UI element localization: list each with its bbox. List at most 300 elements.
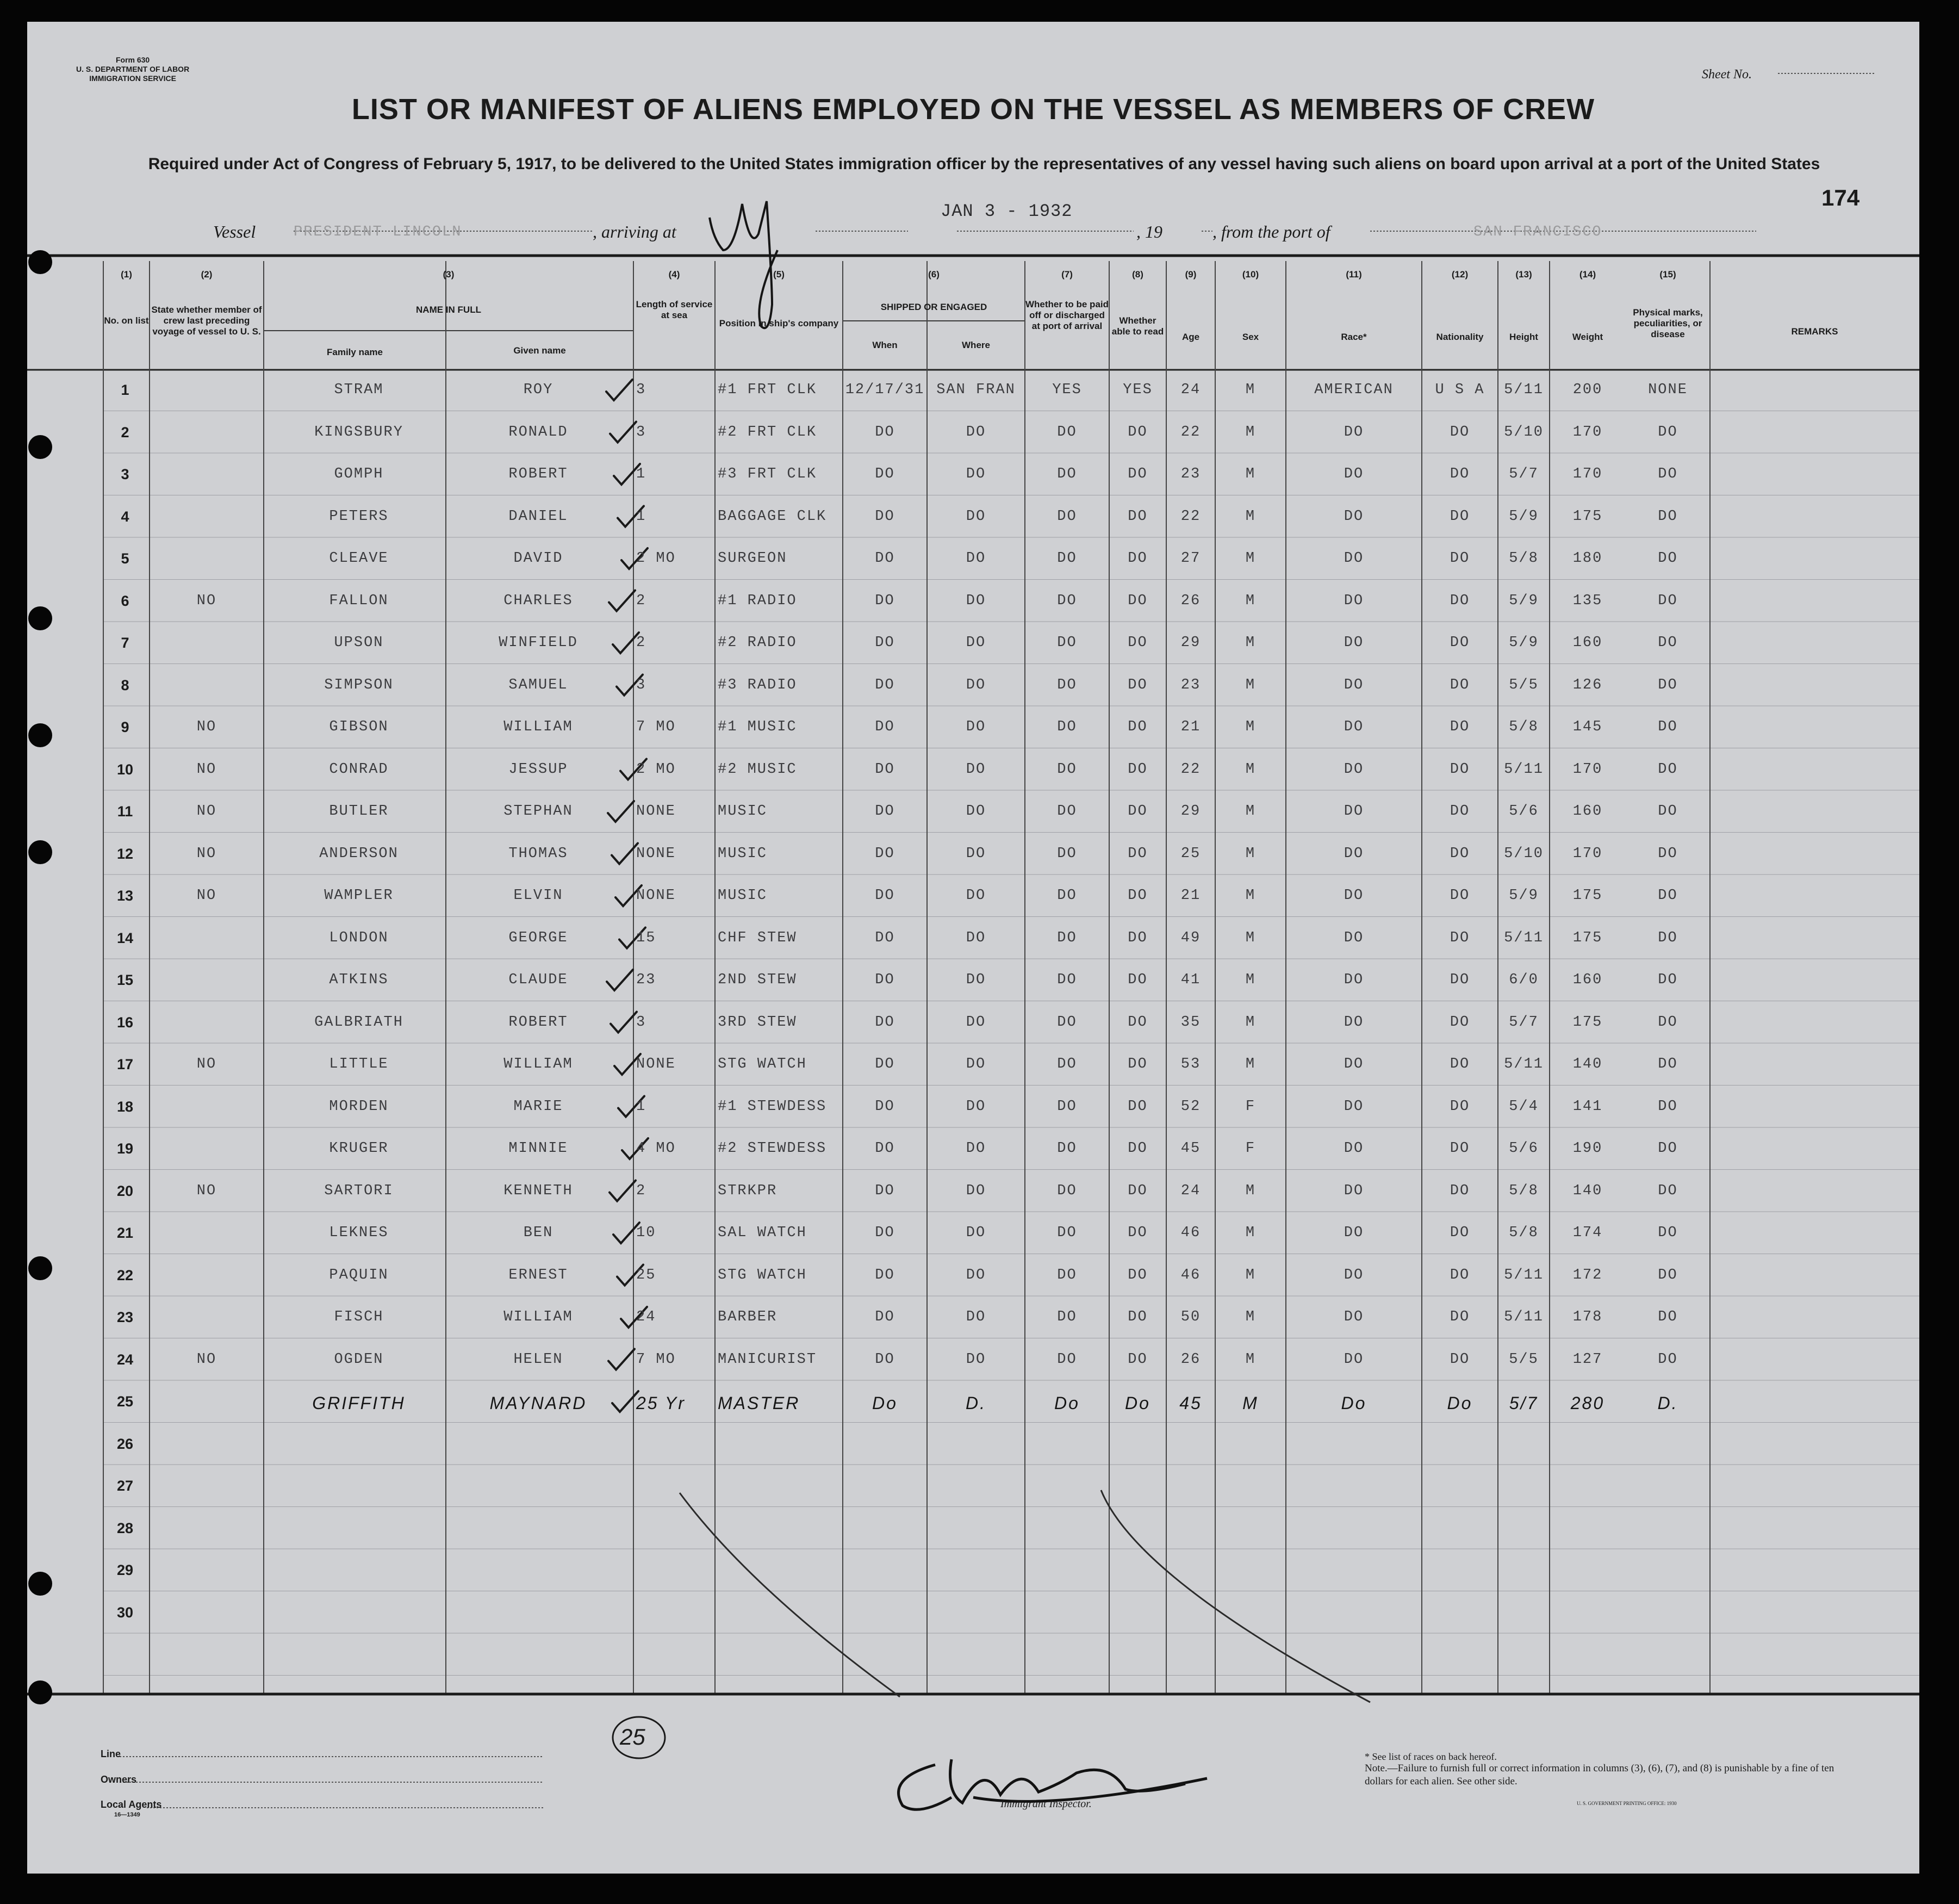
cell-where: DO [966,803,986,820]
cell-family-name: FISCH [334,1309,384,1325]
cell-given-name: WILLIAM [503,1309,573,1325]
row-number: 3 [121,466,129,482]
cell-able-to-read: DO [1128,1056,1148,1072]
row-number: 4 [121,508,129,525]
cell-length-of-service: 2 [636,592,646,609]
cell-able-to-read: DO [1128,424,1148,441]
cell-length-of-service: 7 MO [636,1351,676,1368]
cell-where: DO [966,1056,986,1072]
cell-height: 5/8 [1509,1182,1539,1199]
form-number: Form 630 [115,55,150,64]
cell-position: #2 STEWDESS [718,1140,827,1157]
cell-sex: M [1245,1309,1256,1325]
cell-paid-off: DO [1057,508,1077,525]
row-number: 9 [121,719,129,735]
column-number: (2) [201,269,213,280]
cell-position: MANICURIST [718,1351,817,1368]
cell-able-to-read: DO [1128,1225,1148,1241]
cell-weight: 141 [1572,1098,1603,1115]
cell-nationality: DO [1450,677,1470,693]
punch-hole [28,1572,52,1596]
header-shipped-or-engaged: SHIPPED OR ENGAGED [880,302,987,312]
row-number: 5 [121,550,129,567]
cell-family-name: GALBRIATH [314,1014,403,1031]
inspector-label: Immigrant Inspector. [1000,1798,1092,1810]
row-number: 6 [121,592,129,609]
cell-age: 45 [1180,1140,1201,1157]
punch-hole [28,1256,52,1280]
cell-height: 6/0 [1509,972,1539,988]
cell-paid-off: DO [1057,550,1077,567]
column-number: (10) [1242,269,1259,280]
cell-family-name: GOMPH [334,466,384,482]
cell-nationality: DO [1450,1225,1470,1241]
races-note: * See list of races on back hereof. [1365,1751,1497,1762]
sheet-number-label: Sheet No. [1702,67,1752,82]
cell-race: DO [1344,1267,1364,1283]
cell-position: #2 RADIO [718,635,797,651]
cell-physical-marks: DO [1658,803,1678,820]
cell-position: BAGGAGE CLK [718,508,827,525]
row-number: 15 [116,972,134,988]
cell-paid-off: DO [1057,424,1077,441]
cell-weight: 280 [1570,1393,1605,1413]
cell-weight: 170 [1572,761,1603,778]
cell-nationality: DO [1450,845,1470,862]
cell-physical-marks: DO [1658,845,1678,862]
row-number: 22 [116,1267,134,1283]
cell-position: STG WATCH [718,1267,807,1283]
cell-where: DO [966,761,986,778]
cell-position: 2ND STEW [718,972,797,988]
cell-paid-off: DO [1057,1267,1077,1283]
cell-weight: 190 [1572,1140,1603,1157]
header-family-name: Family name [327,347,383,357]
cell-height: 5/11 [1504,761,1544,778]
cell-length-of-service: 2 [636,1182,646,1199]
cell-paid-off: DO [1057,1309,1077,1325]
cell-when: DO [875,466,895,482]
cell-age: 46 [1180,1225,1201,1241]
cell-race: DO [1344,677,1364,693]
vessel-label: Vessel [213,222,256,241]
vessel-name: PRESIDENT LINCOLN [294,224,462,240]
local-agents-label: Local Agents [101,1799,162,1810]
cell-length-of-service: 2 MO [636,761,676,778]
cell-race: DO [1344,1225,1364,1241]
circled-count: 25 [620,1724,645,1750]
cell-race: DO [1344,592,1364,609]
cell-height: 5/9 [1509,508,1539,525]
cell-given-name: WILLIAM [503,719,573,735]
cell-weight: 170 [1572,845,1603,862]
header-name-in-full: NAME IN FULL [416,305,481,315]
cell-given-name: MARIE [513,1098,563,1115]
cell-where: DO [966,677,986,693]
cell-given-name: ROBERT [508,466,568,482]
cell-sex: M [1245,972,1256,988]
cell-nationality: DO [1450,1351,1470,1368]
cell-previous-voyage: NO [196,1056,217,1072]
cell-length-of-service: 10 [636,1225,656,1241]
header-when: When [872,340,898,350]
cell-family-name: ATKINS [329,972,389,988]
cell-weight: 172 [1572,1267,1603,1283]
cell-paid-off: DO [1057,1140,1077,1157]
cell-physical-marks: DO [1658,508,1678,525]
cell-height: 5/8 [1509,1225,1539,1241]
cell-paid-off: DO [1057,635,1077,651]
cell-given-name: WILLIAM [503,1056,573,1072]
cell-when: DO [875,550,895,567]
cell-given-name: JESSUP [508,761,568,778]
row-number: 7 [121,635,129,651]
cell-position: 3RD STEW [718,1014,797,1031]
header-age: Age [1181,332,1200,342]
cell-length-of-service: NONE [636,1056,676,1072]
header-position: Position in ship's company [719,318,839,328]
cell-race: DO [1344,972,1364,988]
cell-nationality: Do [1447,1393,1473,1413]
cell-sex: M [1245,803,1256,820]
cell-sex: M [1245,929,1256,946]
cell-given-name: STEPHAN [503,803,573,820]
cell-given-name: MINNIE [508,1140,568,1157]
cell-height: 5/11 [1504,929,1544,946]
cell-paid-off: DO [1057,1225,1077,1241]
from-port: SAN FRANCISCO [1473,224,1602,240]
owners-label: Owners [101,1774,137,1785]
header-race: Race* [1341,332,1367,342]
cell-race: Do [1341,1393,1367,1413]
cell-age: 50 [1180,1309,1201,1325]
cell-age: 35 [1180,1014,1201,1031]
cell-position: MUSIC [718,888,768,904]
cell-when: DO [875,1140,895,1157]
column-number: (3) [443,269,455,280]
punch-hole [28,250,52,274]
cell-physical-marks: DO [1658,592,1678,609]
cell-sex: M [1245,508,1256,525]
header-given-name: Given name [513,345,566,356]
cell-age: 26 [1180,592,1201,609]
row-number: 20 [116,1182,134,1199]
cell-physical-marks: DO [1658,635,1678,651]
cell-length-of-service: 3 [636,677,646,693]
agents-code: 16—1349 [114,1812,140,1818]
cell-height: 5/6 [1509,1140,1539,1157]
cell-nationality: DO [1450,761,1470,778]
cell-given-name: BEN [523,1225,554,1241]
cell-nationality: DO [1450,888,1470,904]
cell-weight: 160 [1572,972,1603,988]
cell-weight: 145 [1572,719,1603,735]
cell-age: 24 [1180,382,1201,398]
page-title: LIST OR MANIFEST OF ALIENS EMPLOYED ON THE VESSEL AS MEMBERS OF CREW [351,93,1595,126]
cell-weight: 126 [1572,677,1603,693]
service: IMMIGRATION SERVICE [89,74,176,83]
cell-family-name: PAQUIN [329,1267,389,1283]
cell-sex: M [1245,1182,1256,1199]
column-number: (11) [1346,269,1362,280]
cell-physical-marks: DO [1658,550,1678,567]
cell-weight: 175 [1572,508,1603,525]
cell-able-to-read: DO [1128,1098,1148,1115]
cell-nationality: DO [1450,1056,1470,1072]
cell-sex: M [1245,1225,1256,1241]
cell-position: #1 RADIO [718,592,797,609]
cell-length-of-service: 25 Yr [636,1393,686,1413]
column-number: (5) [773,269,785,280]
row-number: 23 [116,1309,134,1325]
cell-sex: M [1245,1351,1256,1368]
cell-given-name: ROY [523,382,554,398]
arrival-port [680,199,695,211]
cell-height: 5/7 [1509,466,1539,482]
cell-race: DO [1344,466,1364,482]
cell-position: #1 STEWDESS [718,1098,827,1115]
column-number: (9) [1185,269,1197,280]
row-number: 10 [116,761,134,778]
cell-paid-off: DO [1057,1098,1077,1115]
cell-family-name: OGDEN [334,1351,384,1368]
cell-age: 23 [1180,677,1201,693]
cell-able-to-read: DO [1128,803,1148,820]
header-length-of-service: Length of service at sea [636,299,713,320]
cell-able-to-read: DO [1128,845,1148,862]
cell-length-of-service: 23 [636,972,656,988]
punch-hole [28,435,52,459]
cell-age: 21 [1180,888,1201,904]
cell-position: #1 FRT CLK [718,382,817,398]
cell-sex: M [1245,635,1256,651]
cell-paid-off: DO [1057,803,1077,820]
column-number: (8) [1132,269,1143,280]
cell-height: 5/5 [1509,1351,1539,1368]
cell-length-of-service: 3 [636,382,646,398]
cell-where: DO [966,635,986,651]
form-identifier [76,55,189,83]
column-number: (13) [1515,269,1532,280]
row-number: 21 [116,1225,134,1241]
cell-family-name: GIBSON [329,719,389,735]
cell-paid-off: DO [1057,929,1077,946]
cell-previous-voyage: NO [196,1351,217,1368]
column-number: (4) [668,269,680,280]
cell-sex: M [1245,382,1256,398]
cell-family-name: KINGSBURY [314,424,403,441]
cell-sex: M [1245,1014,1256,1031]
cell-age: 25 [1180,845,1201,862]
cell-physical-marks: DO [1658,1098,1678,1115]
cell-physical-marks: DO [1658,677,1678,693]
cell-given-name: DAVID [513,550,563,567]
cell-height: 5/11 [1504,1267,1544,1283]
cell-able-to-read: DO [1128,550,1148,567]
cell-where: DO [966,424,986,441]
cell-able-to-read: DO [1128,929,1148,946]
cell-weight: 180 [1572,550,1603,567]
cell-when: DO [875,424,895,441]
cell-family-name: STRAM [334,382,384,398]
cell-weight: 175 [1572,1014,1603,1031]
cell-given-name: RONALD [508,424,568,441]
cell-where: DO [966,1014,986,1031]
cell-age: 22 [1180,424,1201,441]
cell-paid-off: DO [1057,592,1077,609]
cell-able-to-read: DO [1128,508,1148,525]
cell-physical-marks: D. [1657,1393,1678,1413]
cell-previous-voyage: NO [196,761,217,778]
cell-nationality: DO [1450,635,1470,651]
cell-able-to-read: DO [1128,592,1148,609]
header-sex: Sex [1242,332,1259,342]
cell-given-name: THOMAS [508,845,568,862]
punch-hole [28,606,52,630]
printing-office: U. S. GOVERNMENT PRINTING OFFICE: 1930 [1577,1801,1677,1806]
cell-length-of-service: 2 [636,635,646,651]
cell-paid-off: DO [1057,1182,1077,1199]
cell-paid-off: YES [1052,382,1082,398]
cell-family-name: FALLON [329,592,389,609]
cell-weight: 175 [1572,888,1603,904]
cell-given-name: DANIEL [508,508,568,525]
cell-race: AMERICAN [1314,382,1394,398]
cell-position: #1 MUSIC [718,719,797,735]
row-number: 19 [116,1140,134,1157]
cell-nationality: DO [1450,1182,1470,1199]
cell-nationality: DO [1450,972,1470,988]
column-number: (15) [1659,269,1676,280]
cell-given-name: ERNEST [508,1267,568,1283]
cell-able-to-read: DO [1128,1182,1148,1199]
cell-family-name: ANDERSON [319,845,399,862]
header-height: Height [1509,332,1538,342]
cell-able-to-read: DO [1128,888,1148,904]
row-number: 26 [116,1435,134,1452]
cell-when: DO [875,677,895,693]
cell-weight: 178 [1572,1309,1603,1325]
cell-where: DO [966,972,986,988]
cell-race: DO [1344,1309,1364,1325]
cell-height: 5/11 [1504,382,1544,398]
cell-where: DO [966,929,986,946]
row-number: 12 [116,845,134,862]
cell-age: 29 [1180,803,1201,820]
cell-where: DO [966,845,986,862]
cell-age: 45 [1179,1393,1202,1413]
cell-family-name: LONDON [329,929,389,946]
cell-weight: 160 [1572,803,1603,820]
cell-where: DO [966,508,986,525]
cell-paid-off: DO [1057,888,1077,904]
cell-weight: 170 [1572,466,1603,482]
cell-when: DO [875,845,895,862]
cell-race: DO [1344,1140,1364,1157]
cell-nationality: DO [1450,466,1470,482]
cell-able-to-read: DO [1128,1267,1148,1283]
cell-nationality: DO [1450,929,1470,946]
cell-race: DO [1344,845,1364,862]
cell-physical-marks: DO [1658,888,1678,904]
cell-length-of-service: 3 [636,424,646,441]
column-number: (7) [1061,269,1073,280]
cell-length-of-service: 4 MO [636,1140,676,1157]
cell-sex: M [1242,1393,1259,1413]
punch-hole [28,723,52,747]
cell-sex: M [1245,719,1256,735]
cell-physical-marks: DO [1658,1140,1678,1157]
row-number: 28 [116,1520,134,1536]
cell-race: DO [1344,508,1364,525]
cell-race: DO [1344,929,1364,946]
cell-weight: 140 [1572,1182,1603,1199]
punch-hole [28,840,52,864]
cell-family-name: GRIFFITH [312,1393,406,1413]
cell-where: DO [966,1267,986,1283]
year-label: , 19 [1136,222,1162,241]
cell-position: MASTER [718,1393,800,1413]
cell-position: STG WATCH [718,1056,807,1072]
cell-weight: 170 [1572,424,1603,441]
row-number: 1 [121,382,129,398]
cell-where: DO [966,1182,986,1199]
cell-sex: M [1245,424,1256,441]
cell-physical-marks: DO [1658,424,1678,441]
cell-age: 23 [1180,466,1201,482]
cell-when: DO [875,719,895,735]
cell-age: 22 [1180,761,1201,778]
cell-sex: F [1245,1098,1256,1115]
cell-given-name: MAYNARD [489,1393,587,1413]
cell-race: DO [1344,803,1364,820]
cell-able-to-read: DO [1128,677,1148,693]
cell-given-name: CHARLES [503,592,573,609]
cell-sex: M [1245,1267,1256,1283]
column-number: (6) [928,269,940,280]
cell-age: 29 [1180,635,1201,651]
cell-length-of-service: 1 [636,1098,646,1115]
cell-paid-off: DO [1057,466,1077,482]
cell-physical-marks: DO [1658,1182,1678,1199]
cell-race: DO [1344,550,1364,567]
cell-able-to-read: DO [1128,1309,1148,1325]
cell-previous-voyage: NO [196,1182,217,1199]
row-number: 30 [116,1604,134,1621]
cell-paid-off: DO [1057,845,1077,862]
cell-position: #2 FRT CLK [718,424,817,441]
cell-where: DO [966,592,986,609]
cell-previous-voyage: NO [196,845,217,862]
cell-nationality: DO [1450,1014,1470,1031]
cell-nationality: DO [1450,592,1470,609]
page-subtitle: Required under Act of Congress of February 5, 1917, to be delivered to the United States immigration officer by the representatives of any vessel having such aliens on board upon arrival at a port of the United States [148,155,1820,173]
cell-physical-marks: DO [1658,929,1678,946]
cell-when: DO [875,1014,895,1031]
header-weight: Weight [1572,332,1603,342]
cell-paid-off: DO [1057,677,1077,693]
cell-given-name: ROBERT [508,1014,568,1031]
row-number: 18 [116,1098,134,1115]
cell-previous-voyage: NO [196,592,217,609]
manifest-sheet [27,22,1919,1874]
cell-position: CHF STEW [718,929,797,946]
cell-given-name: ELVIN [513,888,563,904]
cell-when: DO [875,1225,895,1241]
cell-when: 12/17/31 [845,382,925,398]
cell-race: DO [1344,761,1364,778]
cell-position: MUSIC [718,803,768,820]
